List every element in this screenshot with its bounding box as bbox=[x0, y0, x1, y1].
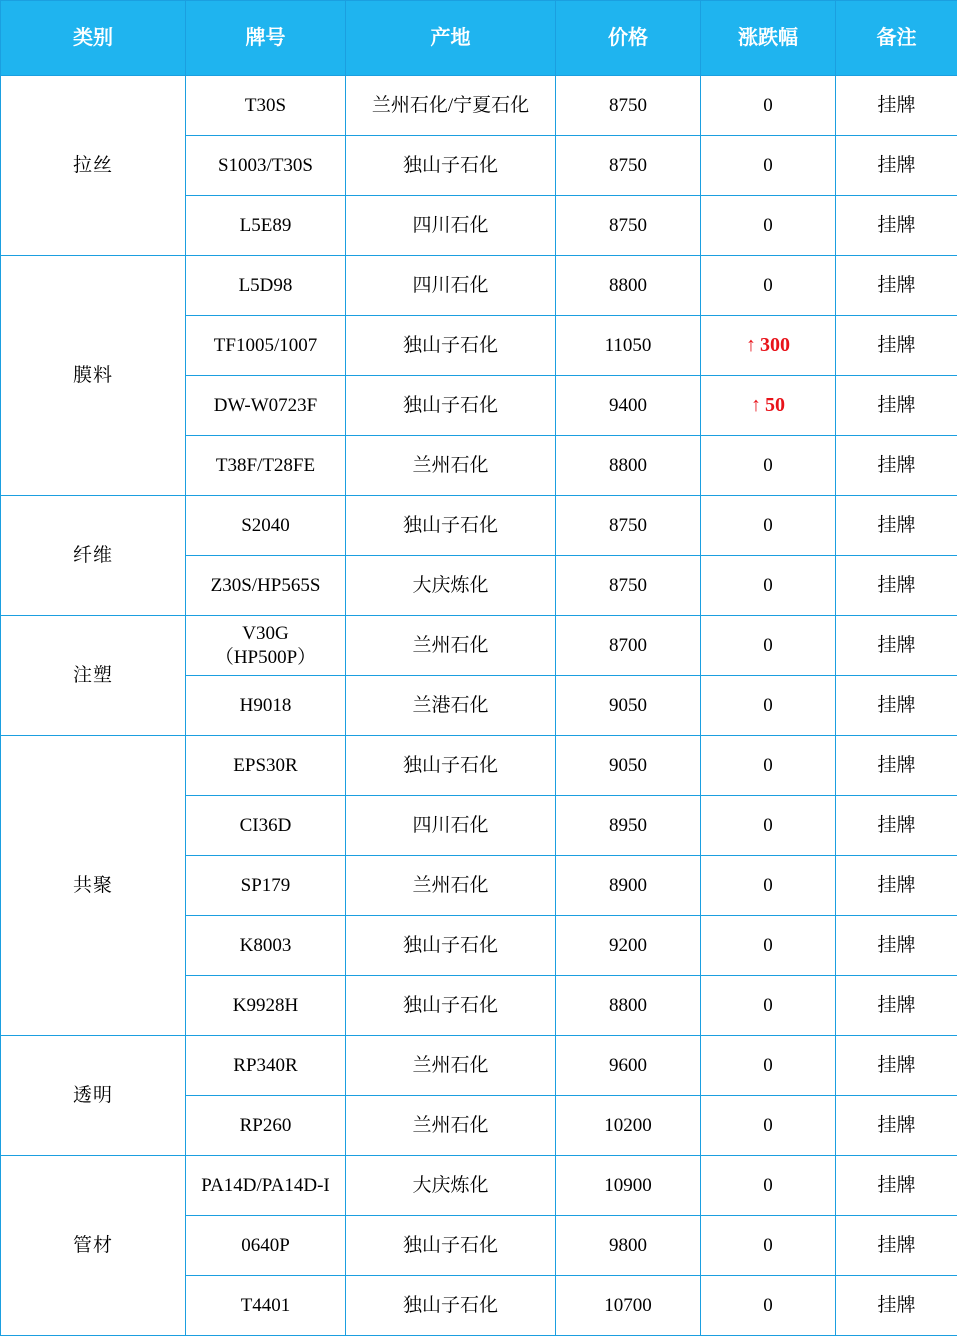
note-cell: 挂牌 bbox=[836, 436, 957, 496]
grade-cell: EPS30R bbox=[186, 736, 346, 796]
change-cell bbox=[701, 316, 836, 376]
grade-cell: L5D98 bbox=[186, 256, 346, 316]
note-cell: 挂牌 bbox=[836, 856, 957, 916]
table-row bbox=[1, 76, 957, 136]
price-cell: 8950 bbox=[556, 796, 701, 856]
grade-cell: T4401 bbox=[186, 1276, 346, 1336]
change-cell: 0 bbox=[701, 136, 836, 196]
note-cell: 挂牌 bbox=[836, 376, 957, 436]
column-header-origin: 产地 bbox=[346, 1, 556, 76]
price-cell: 8800 bbox=[556, 976, 701, 1036]
origin-cell: 大庆炼化 bbox=[346, 1156, 556, 1216]
table-row bbox=[1, 1156, 957, 1216]
change-cell: 0 bbox=[701, 76, 836, 136]
price-cell: 9600 bbox=[556, 1036, 701, 1096]
change-cell: 0 bbox=[701, 616, 836, 676]
origin-cell: 独山子石化 bbox=[346, 316, 556, 376]
price-cell: 8800 bbox=[556, 436, 701, 496]
price-cell: 10200 bbox=[556, 1096, 701, 1156]
note-cell: 挂牌 bbox=[836, 256, 957, 316]
note-cell: 挂牌 bbox=[836, 1216, 957, 1276]
change-cell: 0 bbox=[701, 676, 836, 736]
price-cell: 9200 bbox=[556, 916, 701, 976]
category-cell: 透明 bbox=[1, 1036, 186, 1156]
origin-cell: 四川石化 bbox=[346, 196, 556, 256]
price-cell: 9800 bbox=[556, 1216, 701, 1276]
grade-cell: L5E89 bbox=[186, 196, 346, 256]
price-cell: 10900 bbox=[556, 1156, 701, 1216]
change-cell: 0 bbox=[701, 196, 836, 256]
grade-cell: Z30S/HP565S bbox=[186, 556, 346, 616]
table-body bbox=[1, 76, 957, 1336]
note-cell: 挂牌 bbox=[836, 796, 957, 856]
origin-cell: 兰港石化 bbox=[346, 676, 556, 736]
origin-cell: 四川石化 bbox=[346, 256, 556, 316]
change-cell: 0 bbox=[701, 1156, 836, 1216]
change-cell: 0 bbox=[701, 1096, 836, 1156]
grade-cell: S2040 bbox=[186, 496, 346, 556]
table-header bbox=[1, 1, 957, 76]
origin-cell: 独山子石化 bbox=[346, 136, 556, 196]
price-cell: 9050 bbox=[556, 736, 701, 796]
grade-cell: T38F/T28FE bbox=[186, 436, 346, 496]
origin-cell: 兰州石化 bbox=[346, 436, 556, 496]
change-cell: 0 bbox=[701, 1276, 836, 1336]
price-cell: 9400 bbox=[556, 376, 701, 436]
origin-cell: 兰州石化/宁夏石化 bbox=[346, 76, 556, 136]
grade-cell: RP260 bbox=[186, 1096, 346, 1156]
grade-cell: K8003 bbox=[186, 916, 346, 976]
price-cell: 8750 bbox=[556, 556, 701, 616]
note-cell: 挂牌 bbox=[836, 496, 957, 556]
arrow-up-icon: ↑ bbox=[751, 395, 761, 415]
category-cell: 注塑 bbox=[1, 616, 186, 736]
note-cell: 挂牌 bbox=[836, 976, 957, 1036]
price-cell: 8750 bbox=[556, 196, 701, 256]
origin-cell: 独山子石化 bbox=[346, 1216, 556, 1276]
origin-cell: 独山子石化 bbox=[346, 1276, 556, 1336]
table-row bbox=[1, 256, 957, 316]
grade-cell: S1003/T30S bbox=[186, 136, 346, 196]
change-cell: 0 bbox=[701, 496, 836, 556]
change-cell: 0 bbox=[701, 436, 836, 496]
change-cell: 0 bbox=[701, 976, 836, 1036]
table-row bbox=[1, 496, 957, 556]
grade-cell: RP340R bbox=[186, 1036, 346, 1096]
table-row bbox=[1, 616, 957, 676]
grade-cell: 0640P bbox=[186, 1216, 346, 1276]
arrow-up-icon: ↑ bbox=[746, 335, 756, 355]
note-cell: 挂牌 bbox=[836, 556, 957, 616]
note-cell: 挂牌 bbox=[836, 616, 957, 676]
category-cell: 膜料 bbox=[1, 256, 186, 496]
category-cell: 拉丝 bbox=[1, 76, 186, 256]
grade-cell: SP179 bbox=[186, 856, 346, 916]
note-cell: 挂牌 bbox=[836, 736, 957, 796]
column-header-change: 涨跌幅 bbox=[701, 1, 836, 76]
category-cell: 共聚 bbox=[1, 736, 186, 1036]
change-value: 50 bbox=[765, 394, 785, 416]
change-cell: 0 bbox=[701, 1216, 836, 1276]
change-cell: 0 bbox=[701, 796, 836, 856]
change-cell: 0 bbox=[701, 916, 836, 976]
change-cell: 0 bbox=[701, 1036, 836, 1096]
note-cell: 挂牌 bbox=[836, 196, 957, 256]
price-cell: 10700 bbox=[556, 1276, 701, 1336]
price-cell: 8750 bbox=[556, 496, 701, 556]
change-cell bbox=[701, 376, 836, 436]
note-cell: 挂牌 bbox=[836, 136, 957, 196]
grade-cell: CI36D bbox=[186, 796, 346, 856]
origin-cell: 独山子石化 bbox=[346, 376, 556, 436]
column-header-price: 价格 bbox=[556, 1, 701, 76]
grade-cell: H9018 bbox=[186, 676, 346, 736]
note-cell: 挂牌 bbox=[836, 1156, 957, 1216]
grade-cell: TF1005/1007 bbox=[186, 316, 346, 376]
price-cell: 8800 bbox=[556, 256, 701, 316]
grade-cell: V30G （HP500P） bbox=[186, 616, 346, 676]
price-cell: 11050 bbox=[556, 316, 701, 376]
table-row bbox=[1, 1036, 957, 1096]
origin-cell: 独山子石化 bbox=[346, 916, 556, 976]
note-cell: 挂牌 bbox=[836, 1036, 957, 1096]
price-cell: 8900 bbox=[556, 856, 701, 916]
column-header-grade: 牌号 bbox=[186, 1, 346, 76]
change-cell: 0 bbox=[701, 856, 836, 916]
category-cell: 纤维 bbox=[1, 496, 186, 616]
origin-cell: 兰州石化 bbox=[346, 616, 556, 676]
price-cell: 9050 bbox=[556, 676, 701, 736]
note-cell: 挂牌 bbox=[836, 676, 957, 736]
change-cell: 0 bbox=[701, 556, 836, 616]
column-header-category: 类别 bbox=[1, 1, 186, 76]
note-cell: 挂牌 bbox=[836, 1276, 957, 1336]
change-value: 300 bbox=[760, 334, 790, 356]
origin-cell: 独山子石化 bbox=[346, 736, 556, 796]
price-cell: 8700 bbox=[556, 616, 701, 676]
note-cell: 挂牌 bbox=[836, 916, 957, 976]
grade-cell: PA14D/PA14D-I bbox=[186, 1156, 346, 1216]
origin-cell: 独山子石化 bbox=[346, 976, 556, 1036]
origin-cell: 大庆炼化 bbox=[346, 556, 556, 616]
origin-cell: 兰州石化 bbox=[346, 1096, 556, 1156]
table-header-row bbox=[1, 1, 957, 76]
grade-cell: DW-W0723F bbox=[186, 376, 346, 436]
table-row bbox=[1, 736, 957, 796]
grade-cell: T30S bbox=[186, 76, 346, 136]
change-cell: 0 bbox=[701, 256, 836, 316]
column-header-note: 备注 bbox=[836, 1, 957, 76]
grade-cell: K9928H bbox=[186, 976, 346, 1036]
change-cell: 0 bbox=[701, 736, 836, 796]
note-cell: 挂牌 bbox=[836, 76, 957, 136]
price-cell: 8750 bbox=[556, 136, 701, 196]
origin-cell: 兰州石化 bbox=[346, 856, 556, 916]
origin-cell: 独山子石化 bbox=[346, 496, 556, 556]
category-cell: 管材 bbox=[1, 1156, 186, 1336]
origin-cell: 兰州石化 bbox=[346, 1036, 556, 1096]
origin-cell: 四川石化 bbox=[346, 796, 556, 856]
note-cell: 挂牌 bbox=[836, 316, 957, 376]
note-cell: 挂牌 bbox=[836, 1096, 957, 1156]
price-cell: 8750 bbox=[556, 76, 701, 136]
